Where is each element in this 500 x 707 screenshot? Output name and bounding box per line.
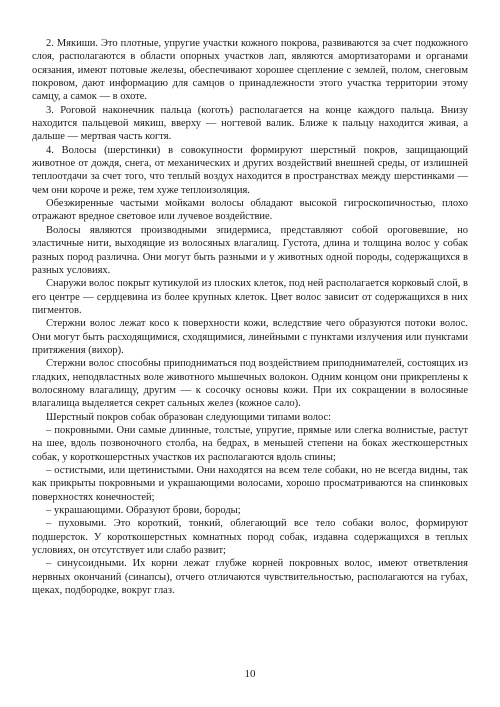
paragraph-hair-erectors: Стержни волос способны приподниматься под воздействием приподнимателей, состоящих из гладких, неподвластных воле животного мышечных волокон. Одним концом они прикреплены к волосяному влагалищу, другим — к сосочку основы кожи. При их сокращении в волосяные влагалища выделяется секрет сальных желез (кожное сало). bbox=[32, 358, 468, 410]
paragraph-claw: 3. Роговой наконечник пальца (коготь) располагается на конце каждого пальца. Внизу находится пальцевой мякиш, вверху — ногтевой валик. Ближе к пальцу находится живая, а дальше — мертвая часть когтя. bbox=[32, 104, 468, 143]
document-page bbox=[32, 37, 468, 597]
list-item-guard-hairs: – покровными. Они самые длинные, толстые, упругие, прямые или слегка волнистые, растут на шее, вдоль позвоночного столба, на бедрах, в меньшей степени на боках жесткошерстных собак, у короткошерстных участков их располагаются вдоль спины; bbox=[32, 424, 468, 463]
paragraph-degreased-hair: Обезжиренные частыми мойками волосы обладают высокой гигроскопичностью, плохо отражают вредное световое или лучевое воздействие. bbox=[32, 198, 468, 223]
list-item-sinus-hairs: – синусоидными. Их корни лежат глубже корней покровных волос, имеют ответвления нервных окончаний (синапсы), отчего отличаются чувствительностью, располагаются на губах, щеках, подбородке, вокруг глаз. bbox=[32, 558, 468, 597]
paragraph-hair-types-intro: Шерстный покров собак образован следующими типами волос: bbox=[46, 411, 332, 423]
paragraph-hair-coat: 4. Волосы (шерстинки) в совокупности формируют шерстный покров, защищающий животное от дождя, снега, от механических и других воздействий внешней среды, от излишней теплоотдачи за счет того, что теплый воздух находится в пространствах между шерстинками — чем они короче и реже, тем хуже теплоизоляция. bbox=[32, 144, 468, 196]
paragraph-hair-structure: Снаружи волос покрыт кутикулой из плоских клеток, под ней располагается корковый слой, в его центре — сердцевина из более крупных клеток. Цвет волос зависит от содержащихся в них пигментов. bbox=[32, 278, 468, 316]
paragraph-hair-streams: Стержни волос лежат косо к поверхности кожи, вследствие чего образуются потоки волос. Они могут быть расходящимися, сходящимися, линейными с пунктами излучения или пунктами притяжения (вихор). bbox=[32, 318, 468, 356]
list-item-down-hairs: – пуховыми. Это короткий, тонкий, облегающий все тело собаки волос, формируют подшерсток. У короткошерстных комнатных пород собак, издавна содержащихся в теплых условиях, он отсутствует или слабо развит; bbox=[32, 518, 468, 557]
list-item-awn-hairs: – остистыми, или щетинистыми. Они находятся на всем теле собаки, но не всегда видны, так как прикрыты покровными и украшающими волосами, хорошо просматриваются на спинковых поверхностях конечностей; bbox=[32, 465, 468, 503]
paragraph-soft-pads: 2. Мякиши. Это плотные, упругие участки кожного покрова, развиваются за счет подкожного слоя, располагаются в области опорных участков лап, являются амортизаторами и органами осязания, имеют потовые железы, обеспечивают хорошее сцепление с землей, полом, снеговым покровом, дают информацию для самцов о принадлежности этого участка территории этому самцу, а самок — в охоте. bbox=[32, 38, 468, 103]
paragraph-hair-origin: Волосы являются производными эпидермиса, представляют собой ороговевшие, но эластичные нити, выходящие из волосяных влагалищ. Густота, длина и толщина волос у собак разных пород различна. Они могут быть разными и у животных одной породы, содержащихся в разных условиях. bbox=[32, 224, 468, 276]
list-item-decorative-hairs: – украшающими. Образуют брови, бороды; bbox=[46, 505, 241, 517]
page-number: 10 bbox=[244, 668, 256, 680]
